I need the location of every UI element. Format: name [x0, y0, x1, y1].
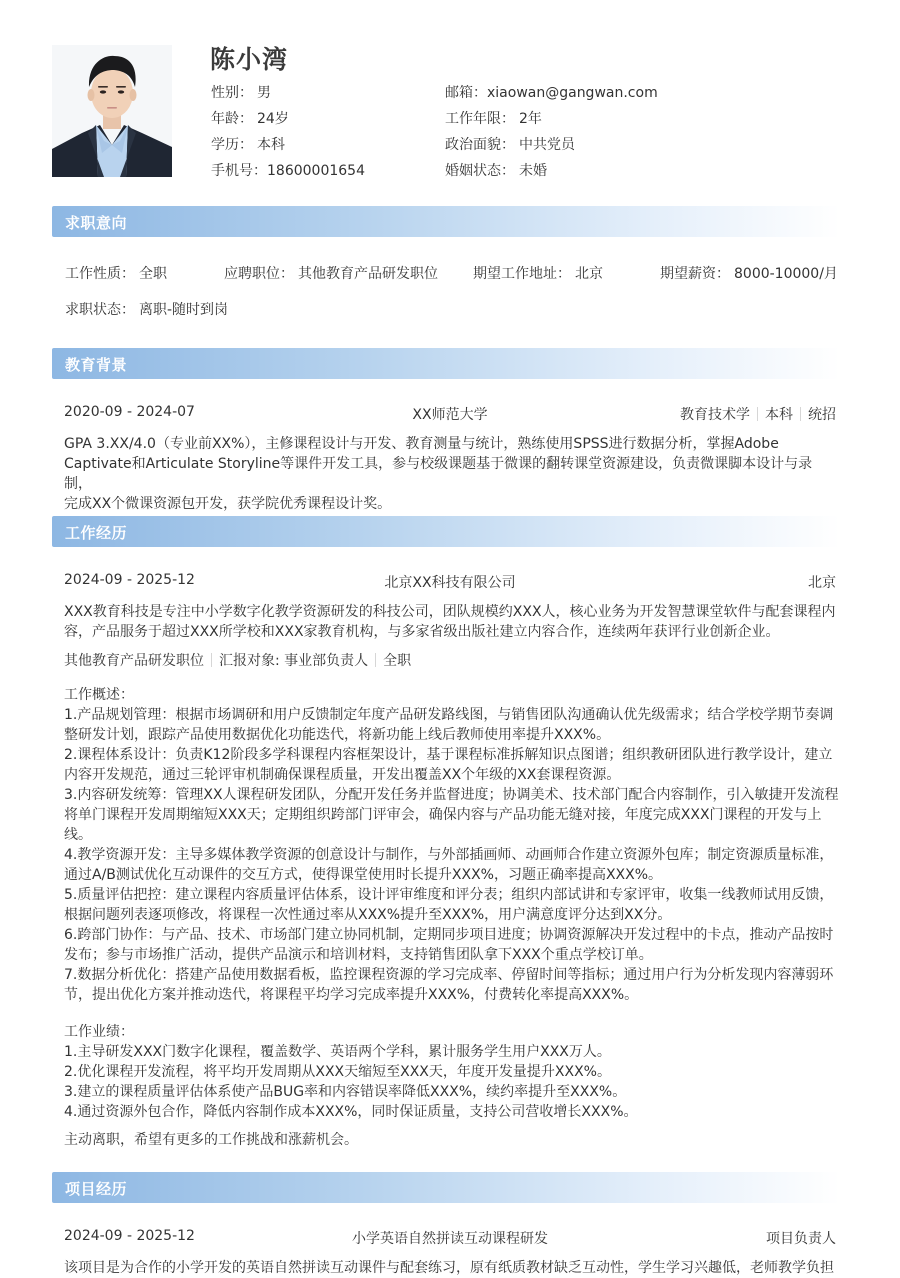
- intent-row-2: [65, 299, 845, 319]
- intent-value: 其他教育产品研发职位: [298, 266, 438, 282]
- company-intro: [64, 602, 839, 642]
- intent-salary: [660, 263, 838, 283]
- intent-label: 应聘职位：: [224, 266, 294, 282]
- info-value: 未婚: [519, 163, 547, 179]
- text-line: 节，提出优化方案并推动迭代，将课程平均学习完成率提升XXX%，付费转化率提高XXX%。: [64, 987, 639, 1003]
- text-line: 5.质量评估把控：建立课程内容质量评估体系，设计评审维度和评分表；组织内部试讲和专家评审，收集一线教师试用反馈，: [64, 887, 834, 903]
- intent-label: 求职状态：: [65, 302, 135, 318]
- basic-info-right: [445, 84, 658, 188]
- work-report-to: 汇报对象: 事业部负责人: [219, 653, 369, 669]
- education-description: [64, 434, 839, 514]
- section-header-education: [52, 348, 840, 379]
- info-value: 24岁: [257, 111, 289, 127]
- divider: [211, 653, 212, 667]
- work-job-type: 全职: [383, 653, 412, 669]
- info-label: 年龄：: [211, 111, 253, 127]
- section-title: 求职意向: [65, 214, 128, 232]
- education-degree: 本科: [765, 407, 793, 423]
- info-value: 男: [257, 85, 271, 101]
- work-meta: [64, 650, 411, 670]
- work-location: 北京: [808, 575, 836, 591]
- work-summary: [64, 685, 839, 1005]
- text-line: 7.数据分析优化：搭建产品使用数据看板，监控课程资源的学习完成率、停留时间等指标；通过用户行为分析发现内容薄弱环: [64, 967, 834, 983]
- intent-value: 8000-10000/月: [734, 266, 838, 282]
- info-label: 工作年限：: [445, 111, 515, 127]
- text-line: 通过A/B测试优化互动课件的交互方式，使得课堂使用时长提升XXX%，习题正确率提高XXX%。: [64, 867, 663, 883]
- section-title: 教育背景: [65, 356, 128, 374]
- info-education: [211, 136, 365, 162]
- intent-value: 离职-随时到岗: [139, 302, 229, 318]
- education-details: [680, 404, 836, 424]
- text-line: 根据问题列表逐项修改，将课程一次性通过率从XXX%提升至XXX%，用户满意度评分达到XX分。: [64, 907, 672, 923]
- divider: [800, 407, 801, 421]
- text-line: 主动离职，希望有更多的工作挑战和涨薪机会。: [64, 1132, 358, 1148]
- education-type: 统招: [808, 407, 836, 423]
- text-line: 整研发计划，跟踪产品使用数据优化功能迭代，将新功能上线后教师使用率提升XXX%。: [64, 727, 611, 743]
- text-line: 1.主导研发XXX门数字化课程，覆盖数学、英语两个学科，累计服务学生用户XXX万人。: [64, 1044, 611, 1060]
- text-line: 完成XX个微课资源包开发，获学院优秀课程设计奖。: [64, 496, 392, 512]
- education-period: 2020-09 - 2024-07: [64, 404, 195, 420]
- project-period: 2024-09 - 2025-12: [64, 1228, 195, 1244]
- info-value: 中共党员: [519, 137, 575, 153]
- info-value: xiaowan@gangwan.com: [487, 85, 658, 101]
- info-work-years: [445, 110, 658, 136]
- section-title: 项目经历: [65, 1180, 128, 1198]
- text-line: GPA 3.XX/4.0（专业前XX%），主修课程设计与开发、教育测量与统计，熟练使用SPSS进行数据分析，掌握Adobe: [64, 436, 779, 452]
- text-line: 3.内容研发统筹：管理XX人课程研发团队，分配开发任务并监督进度；协调美术、技术部门配合内容制作，引入敏捷开发流程: [64, 787, 839, 803]
- info-political-status: [445, 136, 658, 162]
- divider: [757, 407, 758, 421]
- info-label: 学历：: [211, 137, 253, 153]
- text-line: Captivate和Articulate Storyline等课件开发工具，参与校级课题基于微课的翻转课堂资源建设，负责微课脚本设计与录制，: [64, 456, 813, 492]
- divider: [375, 653, 376, 667]
- info-label: 婚姻状态：: [445, 163, 515, 179]
- info-phone: [211, 162, 365, 188]
- education-entry-header: [64, 404, 836, 424]
- text-line: 4.通过资源外包合作，降低内容制作成本XXX%，同时保证质量，支持公司营收增长XXX%。: [64, 1104, 638, 1120]
- text-line: 1.产品规划管理：根据市场调研和用户反馈制定年度产品研发路线图，与销售团队沟通确认优先级需求；结合学校学期节奏调: [64, 707, 834, 723]
- text-line: 2.优化课程开发流程，将平均开发周期从XXX天缩短至XXX天，年度开发量提升XXX%。: [64, 1064, 611, 1080]
- basic-info-left: [211, 84, 365, 188]
- intent-row-1: [65, 263, 845, 283]
- text-line: 2.课程体系设计：负责K12阶段多学科课程内容框架设计，基于课程标准拆解知识点图谱；组织教研团队进行教学设计，建立: [64, 747, 833, 763]
- work-position: 其他教育产品研发职位: [64, 653, 204, 669]
- project-role: 项目负责人: [766, 1231, 836, 1247]
- candidate-name: 陈小湾: [210, 45, 289, 74]
- text-line: 发布；参与市场推广活动，提供产品演示和培训材料，支持销售团队拿下XXX个重点学校订单。: [64, 947, 653, 963]
- work-company: 北京XX科技有限公司: [384, 575, 516, 591]
- info-marital-status: [445, 162, 658, 188]
- section-header-projects: [52, 1172, 840, 1203]
- intent-location: [473, 263, 603, 283]
- info-value: 2年: [519, 111, 542, 127]
- info-age: [211, 110, 365, 136]
- intent-position: [224, 263, 438, 283]
- project-description: [64, 1258, 839, 1278]
- section-header-work: [52, 516, 840, 547]
- text-line: 内容开发规范，通过三轮评审机制确保课程质量，开发出覆盖XX个年级的XX套课程资源。: [64, 767, 621, 783]
- education-major: 教育技术学: [680, 407, 750, 423]
- info-label: 手机号：: [211, 163, 267, 179]
- profile-photo: [52, 45, 172, 177]
- work-achievements: [64, 1022, 839, 1122]
- intent-label: 期望工作地址：: [473, 266, 571, 282]
- intent-value: 全职: [139, 266, 167, 282]
- text-line: 6.跨部门协作：与产品、技术、市场部门建立协同机制，定期同步项目进度；协调资源解决开发过程中的卡点，推动产品按时: [64, 927, 834, 943]
- achievements-title: 工作业绩：: [64, 1024, 134, 1040]
- text-line: 线。: [64, 827, 92, 843]
- text-line: 3.建立的课程质量评估体系使产品BUG率和内容错误率降低XXX%，续约率提升至XXX%。: [64, 1084, 627, 1100]
- info-label: 政治面貌：: [445, 137, 515, 153]
- intent-value: 北京: [575, 266, 603, 282]
- text-line: 该项目是为合作的小学开发的英语自然拼读互动课件与配套练习，原有纸质教材缺乏互动性，学生学习兴趣低，老师教学负担: [64, 1260, 834, 1276]
- info-gender: [211, 84, 365, 110]
- summary-title: 工作概述：: [64, 687, 134, 703]
- info-label: 邮箱：: [445, 85, 487, 101]
- text-line: 容，产品服务于超过XXX所学校和XXX家教育机构，与多家省级出版社建立内容合作，连续两年获评行业创新企业。: [64, 624, 780, 640]
- intent-label: 工作性质：: [65, 266, 135, 282]
- leave-reason: [64, 1130, 839, 1150]
- project-name: 小学英语自然拼读互动课程研发: [352, 1231, 548, 1247]
- info-value: 本科: [257, 137, 285, 153]
- info-email: [445, 84, 658, 110]
- info-value: 18600001654: [267, 163, 365, 179]
- text-line: 4.教学资源开发：主导多媒体教学资源的创意设计与制作，与外部插画师、动画师合作建立资源外包库；制定资源质量标准，: [64, 847, 834, 863]
- portrait-image: [52, 45, 172, 177]
- intent-label: 期望薪资：: [660, 266, 730, 282]
- section-header-intent: [52, 206, 840, 237]
- work-period: 2024-09 - 2025-12: [64, 572, 195, 588]
- text-line: XXX教育科技是专注中小学数字化教学资源研发的科技公司，团队规模约XXX人，核心业务为开发智慧课堂软件与配套课程内: [64, 604, 836, 620]
- work-entry-header: [64, 572, 836, 592]
- education-school: XX师范大学: [412, 407, 488, 423]
- intent-status: [65, 299, 228, 319]
- info-label: 性别：: [211, 85, 253, 101]
- text-line: 将单门课程开发周期缩短XXX天；定期组织跨部门评审会，确保内容与产品功能无缝对接，年度完成XXX门课程的开发与上: [64, 807, 822, 823]
- intent-job-type: [65, 263, 167, 283]
- project-entry-header: [64, 1228, 836, 1248]
- section-title: 工作经历: [65, 524, 128, 542]
